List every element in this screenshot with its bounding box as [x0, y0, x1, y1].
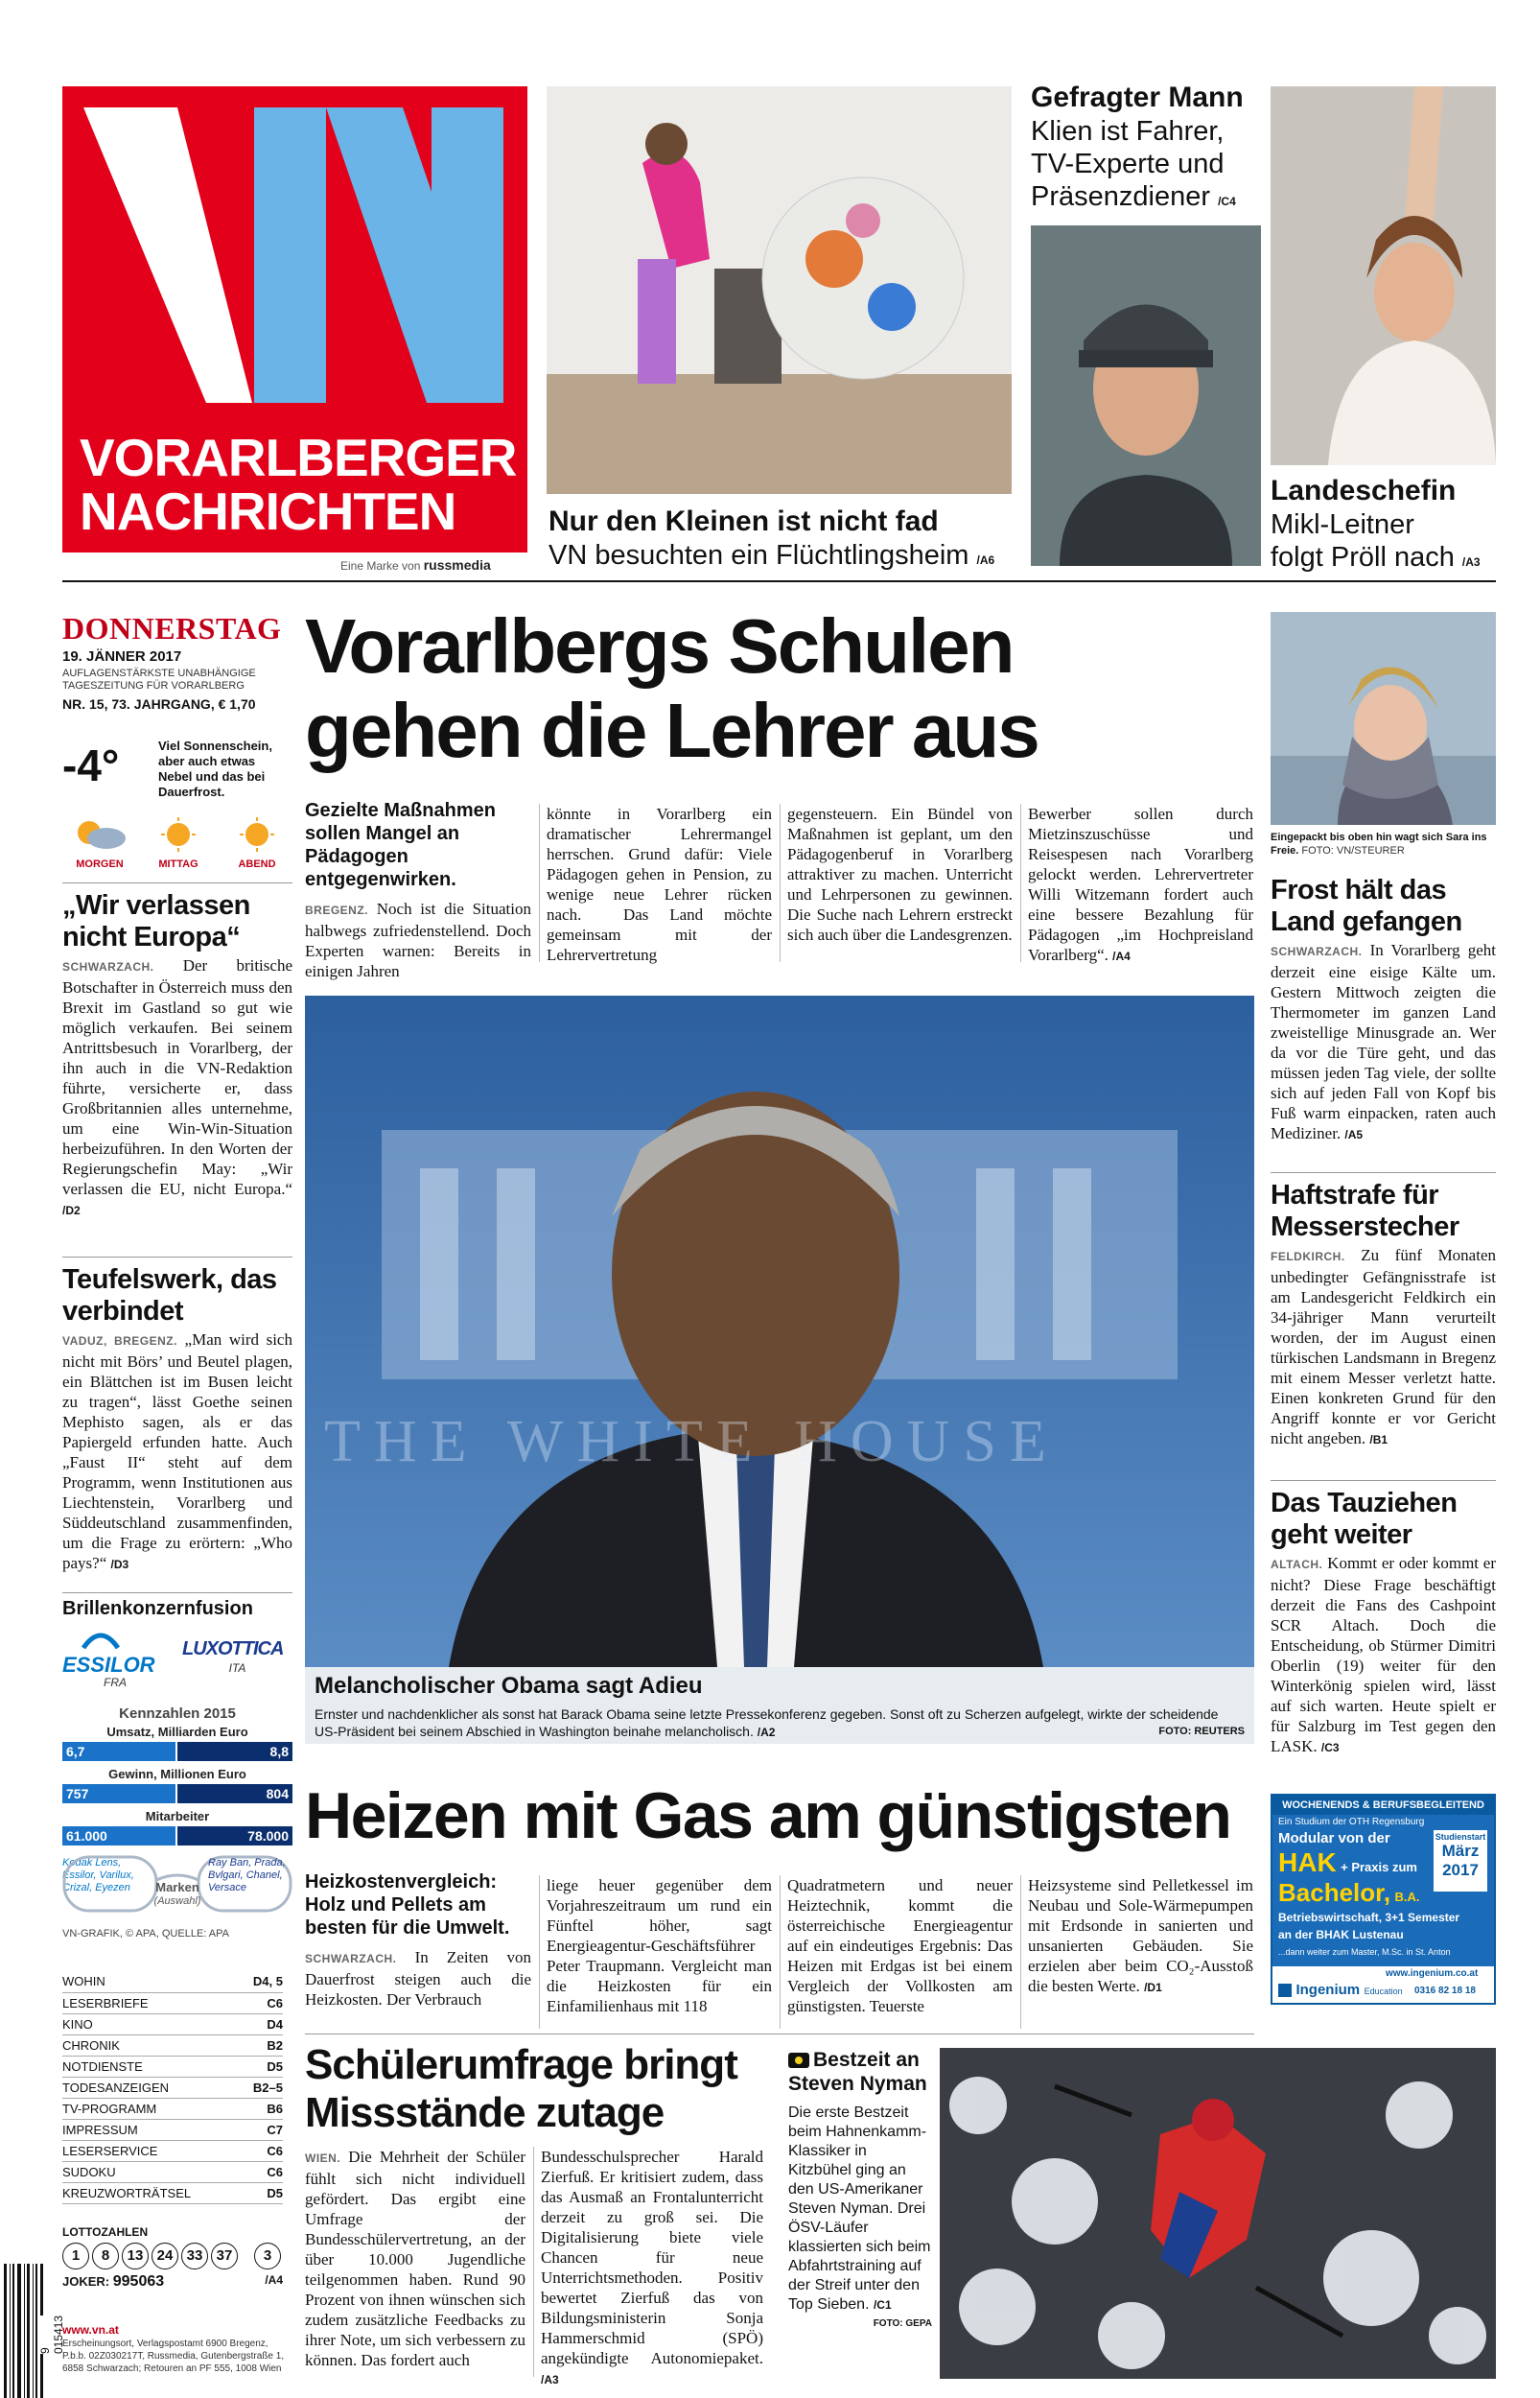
lotto-title: LOTTOZAHLEN: [62, 2225, 149, 2239]
index-label: SUDOKU: [62, 2161, 242, 2182]
content-index: [62, 1971, 283, 2204]
obama-caption: Ernster und nachdenklicher als sonst hat Barack Obama seine letzte Pressekonferenz gegeben. Sonst oft zu Scherzen aufgelegt, wirkte der scheidende US-Präsident bei seinem Abschied in Washington beinahe melancholisch. /A2 FOTO: REUTERS: [315, 1706, 1245, 1739]
survey-col1: WIEN. Die Mehrheit der Schüler fühlt sich nicht individuell gefördert. Das ergibt eine Umfrage der Bundesschülervertretung, an der über 10.000 Jugendliche teilgenommen haben. Rund 90 Prozent von ihnen wünschen sich zudem zusätzliche Feedbacks zu ihrer Note, um sich verbessern zu können. Das fordert auch: [305, 2148, 526, 2369]
masthead-name-line2: NACHRICHTEN: [80, 482, 456, 541]
ad-url[interactable]: www.ingenium.co.at: [1386, 1968, 1479, 1979]
kpi-label: Mitarbeiter: [145, 1809, 210, 1823]
obama-caption-head[interactable]: Melancholischer Obama sagt Adieu: [315, 1673, 703, 1699]
divider: [1271, 1172, 1496, 1173]
story-knife[interactable]: [1271, 1180, 1496, 1450]
brand-label: Eine Marke von: [340, 559, 421, 573]
kpi-label: Umsatz, Milliarden Euro: [106, 1725, 248, 1739]
brands-b: Ray Ban, Prada, Bvlgari, Chanel, Versace: [208, 1857, 286, 1893]
index-label: TODESANZEIGEN: [62, 2077, 242, 2098]
merger-infographic: [62, 1598, 292, 1953]
story-knife-headline: Haftstrafe für Messerstecher: [1271, 1180, 1459, 1242]
index-page: C6: [242, 2161, 283, 2182]
index-page: D5: [242, 2056, 283, 2077]
kpi-value-b: 804: [177, 1784, 292, 1803]
index-page: C6: [242, 2140, 283, 2161]
divider: [1271, 1480, 1496, 1481]
divider: [62, 1592, 292, 1593]
story-faust[interactable]: [62, 1264, 292, 1575]
lotto-ball: 13: [122, 2243, 149, 2269]
ad-school: an der BHAK Lustenau: [1278, 1928, 1404, 1941]
story-knife-body: FELDKIRCH. Zu fünf Monaten unbedingter Gefängnisstrafe ist am Landesgericht Feldkirch ein 34-jähriger Mann verurteilt worden, der im August einen türkischen Landsmann in Bregenz mit einem Messer verletzt hatte. Einen konkreten Grund für den Angriff konnte er vor Gericht nicht angeben. /B1: [1271, 1246, 1496, 1447]
barcode-number: 9 015413: [38, 2315, 66, 2355]
story-altach-body: ALTACH. Kommt er oder kommt er nicht? Diese Frage beschäftigt derzeit die Fans des Cashpoint SCR Altach. Doch die Entscheidung, ob Stürmer Dimitri Oberlin (19) weiter für den Winterkönig spielen wird, lässt auf sich warten. Heute spielt er für Salzburg im Test gegen den LASK. /C3: [1271, 1554, 1496, 1755]
imprint-url[interactable]: www.vn.at: [62, 2323, 119, 2337]
lead-headline[interactable]: Vorarlbergs Schulen gehen die Lehrer aus: [305, 603, 1038, 773]
barcode: [0, 2264, 66, 2398]
masthead-logo[interactable]: [62, 86, 527, 552]
edition-weekday: DONNERSTAG: [62, 611, 282, 646]
camera-icon: [788, 2053, 809, 2068]
survey-col2: Bundesschulsprecher Harald Zierfuß. Er kritisiert zudem, dass das Ausmaß an Frontalunterricht derzeit zu groß sei. Die Digitalisierung biete viele Chancen für neue Unterrichtsmethoden. Positiv bewertet Zierfuß das von Bildungsministerin Sonja Hammerschmid (SPÖ) angekündigte Autonomiepaket. /A3: [541, 2148, 763, 2386]
sun-cloud-icon: [62, 815, 137, 854]
sara-caption: Eingepackt bis oben hin wagt sich Sara ins Freie. FOTO: VN/STEURER: [1271, 832, 1487, 857]
index-row[interactable]: [62, 2161, 283, 2182]
essilor-logo: ESSILOR FRA: [62, 1629, 168, 1689]
gas-col2: liege heuer gegenüber dem Vorjahreszeitraum um rund ein Fünftel höher, sagt Energieagentur-Geschäftsführer Peter Traupmann. Vergleicht man die Heizkosten für ein Einfamilienhaus mit 118: [547, 1876, 772, 2015]
divider: [780, 1875, 781, 2029]
refugee-child-photo[interactable]: [547, 86, 1012, 494]
divider: [780, 804, 781, 962]
ingenium-ad[interactable]: [1271, 1794, 1496, 2005]
kpi-value-b: 78.000: [177, 1826, 292, 1846]
index-label: IMPRESSUM: [62, 2119, 242, 2140]
index-label: WOHIN: [62, 1971, 242, 1992]
index-label: KINO: [62, 2013, 242, 2034]
brands-sub: (Auswahl): [153, 1895, 201, 1907]
story-faust-body: VADUZ, BREGENZ. „Man wird sich nicht mit Börs’ und Beutel plagen, ein Blättchen ist im Busen leicht zu tragen“, lässt Goethe seinen Mephisto sagen, als er das Papiergeld erfunden hatte. Auch „Faust II“ steht auf dem Programm, wenn Institutionen aus Liechtenstein, Vorarlberg und Süddeutschland zusammenfinden, um die Frage zu erörtern: „Who pays?“ /D3: [62, 1330, 292, 1572]
divider: [539, 1875, 540, 2029]
index-row[interactable]: [62, 2119, 283, 2140]
story-frost-headline: Frost hält das Land gefangen: [1271, 875, 1462, 937]
gas-headline[interactable]: Heizen mit Gas am günstigsten: [305, 1779, 1231, 1852]
nyman-teaser[interactable]: [788, 2048, 932, 2329]
obama-caption-box: [305, 1667, 1254, 1744]
index-page: C6: [242, 1992, 283, 2013]
survey-headline[interactable]: Schülerumfrage bringt Missstände zutage: [305, 2041, 737, 2136]
story-frost[interactable]: [1271, 875, 1496, 1145]
ad-bachelor: Bachelor, B.A.: [1278, 1878, 1420, 1907]
weather-morning: [62, 815, 137, 870]
story-frost-body: SCHWARZACH. In Vorarlberg geht derzeit eine eisige Kälte um. Gestern Mittwoch zeigten die Thermometer im ganzen Land zweistellige Minusgrade an. Wer da vor die Türe geht, und das müssen jeden Tag viele, der sollte sich auf jeden Fall von Kopf bis Fuß warm einpacken, raten auch Mediziner. /A5: [1271, 941, 1497, 1142]
ad-extra: ...dann weiter zum Master, M.Sc. in St. Anton: [1278, 1947, 1451, 1957]
gas-col3: Quadratmetern und neuer Heiztechnik, kommt die österreichische Energieagentur auf ein eindeutiges Ergebnis: Das Heizen mit Erdgas ist bei einem Vergleich der Vollkosten am günstigsten. Teuerste: [787, 1876, 1013, 2015]
ad-hak: HAK + Praxis zum: [1278, 1847, 1417, 1877]
weather-label-noon: MITTAG: [158, 858, 198, 870]
obama-photo[interactable]: [305, 996, 1254, 1667]
index-row[interactable]: [62, 2013, 283, 2034]
teaser2-subline[interactable]: Klien ist Fahrer, TV-Experte und Präsenzdiener /C4: [1031, 116, 1236, 212]
sun-icon: [141, 815, 216, 854]
index-page: D4: [242, 2013, 283, 2034]
index-page: B2–5: [242, 2077, 283, 2098]
imprint-text: Erscheinungsort, Verlagspostamt 6900 Bregenz, P.b.b. 02Z030217T, Russmedia, Gutenbergstraße 1, 6858 Schwarzach; Retouren an PF 555, 1008 Wien: [62, 2339, 285, 2374]
teaser1-headline[interactable]: Nur den Kleinen ist nicht fad: [548, 505, 939, 537]
story-altach[interactable]: [1271, 1488, 1496, 1758]
teaser3-subline1[interactable]: Mikl-Leitner: [1271, 509, 1414, 540]
story-altach-headline: Das Tauziehen geht weiter: [1271, 1488, 1458, 1550]
kpi-title: Kennzahlen 2015: [119, 1705, 236, 1722]
sara-frost-photo[interactable]: [1271, 612, 1496, 825]
index-row[interactable]: [62, 1971, 283, 1992]
edition-date: 19. JÄNNER 2017: [62, 648, 182, 665]
index-label: KREUZWORTRÄTSEL: [62, 2182, 242, 2203]
kpi-table: [62, 1725, 292, 1849]
nyman-body: Die erste Bestzeit beim Hahnenkamm-Klassiker in Kitzbühel ging an den US-Amerikaner Steven Nyman. Drei ÖSV-Läufer klassierten sich beim Abfahrtstraining auf der Streif unter den Top Sieben. /C1: [788, 2104, 931, 2313]
masthead-rule: [62, 580, 1496, 582]
kpi-value-b: 8,8: [177, 1742, 292, 1761]
index-label: CHRONIK: [62, 2034, 242, 2056]
story-faust-headline: Teufelswerk, das verbindet: [62, 1264, 277, 1327]
lead-col4: Bewerber sollen durch Mietzinszuschüsse und Reisespesen nach Vorarlberg gelockt werden. Lehrervertreter Willi Witzemann fordert auch eine bessere Bezahlung für Pädagogen „im Hochpreisland Vorarlberg“. /A4: [1028, 805, 1253, 964]
weather-evening: [220, 815, 294, 870]
weather-text: Viel Sonnenschein, aber auch etwas Nebel und das bei Dauerfrost.: [158, 739, 272, 799]
lotto-ball: 24: [152, 2243, 178, 2269]
divider: [62, 882, 292, 883]
divider: [539, 804, 540, 962]
gas-col1: Heizkostenvergleich: Holz und Pellets am besten für die Umwelt. SCHWARZACH. In Zeiten von Dauerfrost steigen auch die Heizkosten. Der Verbrauch: [305, 1871, 531, 2009]
index-label: LESERSERVICE: [62, 2140, 242, 2161]
ad-phone[interactable]: 0316 82 18 18: [1414, 1986, 1476, 1996]
obama-backdrop-text: THE WHITE HOUSE: [324, 1409, 1060, 1474]
index-table: [62, 1971, 283, 2204]
ad-sub: Ein Studium der OTH Regensburg: [1278, 1817, 1425, 1827]
index-row[interactable]: [62, 2034, 283, 2056]
nyman-credit: FOTO: GEPA: [873, 2318, 932, 2329]
edition-tagline: AUFLAGENSTÄRKSTE UNABHÄNGIGE TAGESZEITUNG FÜR VORARLBERG: [62, 668, 256, 692]
brands-box: [62, 1855, 292, 1922]
lead-col2: könnte in Vorarlberg ein dramatischer Lehrermangel herrschen. Grund dafür: Viele Pädagogen gehen in Pension, zu wenige neue Lehrer rücken nach. Das Land möchte gemeinsam mit der Lehrervertretung: [547, 805, 772, 964]
brand-line: [340, 557, 491, 573]
lead-deck: Gezielte Maßnahmen sollen Mangel an Pädagogen entgegenwirken.: [305, 800, 496, 890]
index-page: C7: [242, 2119, 283, 2140]
story-brexit-headline: „Wir verlassen nicht Europa“: [62, 890, 250, 952]
lotto-joker: JOKER: 995063 /A4: [62, 2273, 283, 2290]
divider: [533, 2147, 534, 2377]
index-row[interactable]: [62, 1992, 283, 2013]
teaser1-subline[interactable]: VN besuchten ein Flüchtlingsheim /A6: [548, 540, 995, 571]
klien-portrait-photo[interactable]: [1031, 225, 1261, 566]
index-row[interactable]: [62, 2056, 283, 2077]
lotto-ball: 8: [92, 2243, 119, 2269]
weather-noon: [141, 815, 216, 870]
weather-temp: -4°: [62, 741, 120, 790]
index-page: B2: [242, 2034, 283, 2056]
ad-line1: Modular von der: [1278, 1830, 1390, 1846]
ingenium-logo-icon: [1278, 1984, 1292, 1997]
index-page: D5: [242, 2182, 283, 2203]
essilor-arc-icon: [82, 1629, 120, 1650]
index-label: NOTDIENSTE: [62, 2056, 242, 2077]
index-row[interactable]: [62, 2098, 283, 2119]
lotto-ball: 1: [62, 2243, 89, 2269]
merger-credit: VN-GRAFIK, © APA, QUELLE: APA: [62, 1928, 229, 1940]
weather-icons: [62, 815, 292, 873]
lead-col1: Gezielte Maßnahmen sollen Mangel an Pädagogen entgegenwirken. BREGENZ. Noch ist die Situation halbwegs zufriedenstellend. Doch Experten warnen: Bereits in einigen Jahren: [305, 800, 531, 980]
nyman-ski-photo[interactable]: [940, 2048, 1496, 2379]
index-page: D4, 5: [242, 1971, 283, 1992]
divider: [1020, 804, 1021, 962]
lead-col3: gegensteuern. Ein Bündel von Maßnahmen ist geplant, um den Pädagogenberuf in Vorarlberg attraktiver zu machen. Unterricht und Lehrpersonen zu gewinnen. Die Suche nach Lehrern erstreckt sich auch über die Landesgrenzen.: [787, 805, 1013, 944]
weather-label-morning: MORGEN: [76, 858, 124, 870]
sun-icon: [220, 815, 294, 854]
lotto-ball: 33: [181, 2243, 208, 2269]
gas-col4: Heizsysteme sind Pelletkessel im Neubau und Sole-Wärmepumpen mit Erdsonde in sanierten und unsanierten Gebäuden. Sie erzielen aber beim CO₂-Ausstoß die besten Werte. /D1: [1028, 1876, 1253, 1995]
merger-title: Brillenkonzernfusion: [62, 1598, 253, 1619]
index-row[interactable]: [62, 2140, 283, 2161]
weather-label-evening: ABEND: [238, 858, 276, 870]
teaser2-headline[interactable]: Gefragter Mann: [1031, 82, 1244, 113]
brands-a: Kodak Lens, Essilor, Varilux, Crizal, Eyezen: [62, 1857, 134, 1893]
brands-label: Marken: [155, 1880, 199, 1894]
lotto-ball: 37: [211, 2243, 238, 2269]
edition-issue: NR. 15, 73. JAHRGANG, € 1,70: [62, 696, 256, 712]
teaser3-subline2[interactable]: folgt Pröll nach /A3: [1271, 542, 1481, 573]
masthead-name-line1: VORARLBERGER: [80, 428, 517, 487]
ad-brand: Ingenium Education: [1278, 1982, 1403, 1999]
teaser3-headline[interactable]: Landeschefin: [1271, 475, 1457, 506]
kpi-value-a: 6,7: [62, 1742, 175, 1761]
lotto-zusatz-ball: 3: [254, 2243, 281, 2269]
index-row[interactable]: [62, 2077, 283, 2098]
index-label: LESERBRIEFE: [62, 1992, 242, 2013]
index-page: B6: [242, 2098, 283, 2119]
mikl-leitner-photo[interactable]: [1271, 86, 1496, 465]
gas-deck: Heizkostenvergleich: Holz und Pellets am besten für die Umwelt.: [305, 1871, 510, 1939]
kpi-label: Gewinn, Millionen Euro: [108, 1767, 246, 1781]
brand-name: russmedia: [423, 557, 491, 573]
index-row[interactable]: [62, 2182, 283, 2203]
lotto-numbers: [62, 2243, 292, 2269]
lotto-box: [62, 2225, 292, 2291]
story-brexit[interactable]: [62, 890, 292, 1221]
nyman-headline: Bestzeit an Steven Nyman: [788, 2049, 927, 2095]
kpi-value-a: 757: [62, 1784, 175, 1803]
ad-start: Studienstart März 2017: [1434, 1830, 1487, 1892]
index-label: TV-PROGRAMM: [62, 2098, 242, 2119]
story-brexit-body: SCHWARZACH. Der britische Botschafter in Österreich muss den Brexit im Gastland so gut wie möglich verkaufen. Bei seinem Antrittsbesuch in Vorarlberg, der ihn auch in die VN-Redaktion führte, versicherte er, dass Großbritannien alles unternehme, um eine Win-Win-Situation herbeizuführen. In den Worten der Regierungschefin May: „Wir verlassen die EU, nicht Europa.“ /D2: [62, 956, 292, 1217]
ad-top: WOCHENENDS & BERUFSBEGLEITEND: [1272, 1796, 1494, 1815]
luxottica-logo: LUXOTTICA ITA: [182, 1638, 284, 1675]
divider: [1020, 1875, 1021, 2029]
divider: [62, 1257, 292, 1258]
ad-program: Betriebswirtschaft, 3+1 Semester: [1278, 1911, 1460, 1924]
kpi-value-a: 61.000: [62, 1826, 175, 1846]
